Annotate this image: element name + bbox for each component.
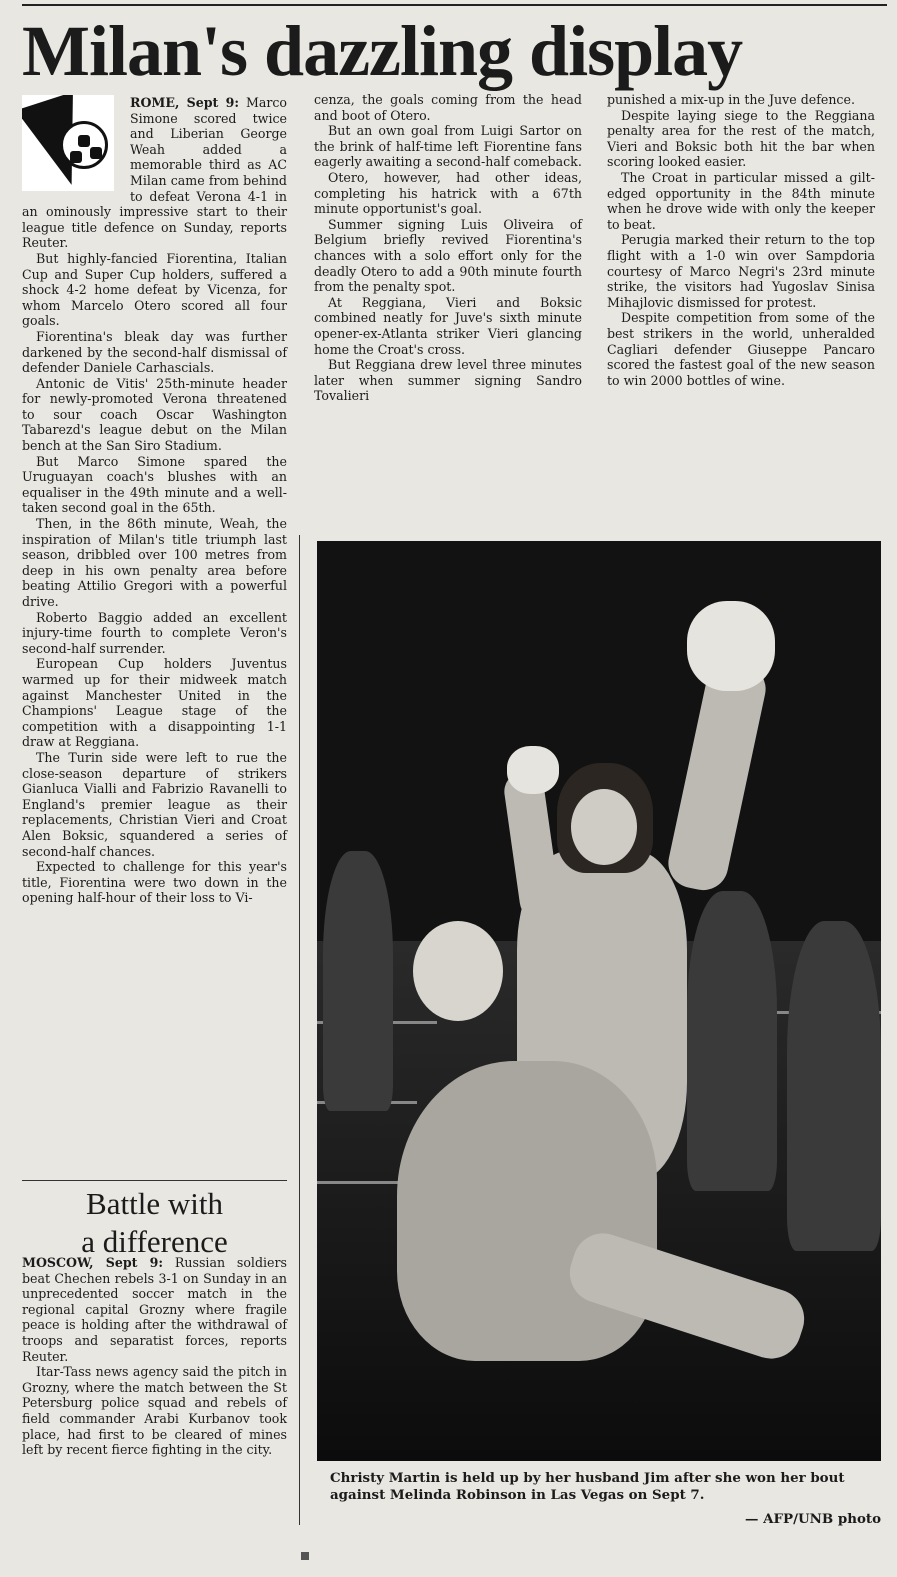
paragraph: MOSCOW, Sept 9: Russian soldiers beat Chechen rebels 3-1 on Sunday in an unprecedented soccer match in the regional capital Grozny where fragile peace is holding after the withdrawal of troops and separatist forces, reports Reuter. bbox=[22, 1255, 287, 1364]
paragraph: But Reggiana drew level three minutes later when summer signing Sandro Tovalieri bbox=[314, 357, 582, 404]
paragraph: Perugia marked their return to the top flight with a 1-0 win over Sampdoria courtesy of Marco Negri's 23rd minute strike, the visitors had Yugoslav Sinisa Mihajlovic dismissed for protest. bbox=[607, 232, 875, 310]
paragraph: The Turin side were left to rue the close-season departure of strikers Gianluca Vialli and Fabrizio Ravanelli to England's premier league as their replacements, Christian Vieri and Croat Alen Boksic, squandered a series of second-half chances. bbox=[22, 749, 287, 859]
paragraph: But an own goal from Luigi Sartor on the brink of half-time left Fiorentine fans eagerly awaiting a second-half comeback. bbox=[314, 123, 582, 170]
dateline: MOSCOW, Sept 9: bbox=[22, 1255, 164, 1270]
paragraph: Then, in the 86th minute, Weah, the inspiration of Milan's title triumph last season, dribbled over 100 metres from deep in his own penalty area before beating Attilio Gregori with a powerful drive. bbox=[22, 516, 287, 609]
side-story-subhead: Battle with a difference bbox=[81, 1186, 228, 1259]
paragraph: The Croat in particular missed a gilt-edged opportunity in the 84th minute when he drove wide with only the keeper to beat. bbox=[607, 169, 875, 232]
article-column-1 bbox=[22, 95, 287, 906]
paragraph: But Marco Simone spared the Uruguayan coach's blushes with an equaliser in the 49th minute and a well-taken second goal in the 65th. bbox=[22, 453, 287, 516]
paragraph: Expected to challenge for this year's title, Fiorentina were two down in the opening half-hour of their loss to Vi- bbox=[22, 859, 287, 906]
paragraph: Despite competition from some of the best strikers in the world, unheralded Cagliari defender Giuseppe Pancaro scored the fastest goal of the new season to win 2000 bottles of wine. bbox=[607, 310, 875, 388]
boxing-photo bbox=[317, 541, 881, 1461]
photo-credit: — AFP/UNB photo bbox=[745, 1511, 881, 1527]
football-logo-icon bbox=[22, 95, 114, 191]
paragraph: Itar-Tass news agency said the pitch in Grozny, where the match between the St Petersburg police squad and rebels of field commander Arabi Kurbanov took place, had first to be cleared of mines left by recent fierce fighting in the city. bbox=[22, 1364, 287, 1458]
photo-caption: Christy Martin is held up by her husband Jim after she won her bout against Melinda Robinson in Las Vegas on Sept 7. bbox=[330, 1470, 845, 1503]
article-column-3 bbox=[607, 92, 875, 388]
paragraph: At Reggiana, Vieri and Boksic combined neatly for Juve's sixth minute opener-ex-Atlanta striker Vieri glancing home the Croat's cross. bbox=[314, 294, 582, 357]
paragraph: Otero, however, had other ideas, completing his hatrick with a 67th minute opportunist's goal. bbox=[314, 169, 582, 217]
paragraph: Roberto Baggio added an excellent injury-time fourth to complete Veron's second-half surrender. bbox=[22, 609, 287, 656]
top-rule bbox=[22, 4, 887, 6]
paragraph: Antonic de Vitis' 25th-minute header for newly-promoted Verona threatened to sour coach Oscar Washington Tabarezd's league debut on the Milan bench at the San Siro Stadium. bbox=[22, 375, 287, 454]
headline: Milan's dazzling display bbox=[22, 11, 743, 91]
paragraph: Despite laying siege to the Reggiana penalty area for the rest of the match, Vieri and Boksic both hit the bar when scoring looked easier. bbox=[607, 107, 875, 170]
paragraph: Summer signing Luis Oliveira of Belgium briefly revived Fiorentina's chances with a solo effort only for the deadly Otero to add a 90th minute fourth from the penalty spot. bbox=[314, 216, 582, 295]
paragraph: Fiorentina's bleak day was further darkened by the second-half dismissal of defender Daniele Carhascials. bbox=[22, 328, 287, 376]
page-mark bbox=[301, 1552, 309, 1560]
side-story-column bbox=[22, 1255, 287, 1458]
column-divider bbox=[299, 535, 300, 1525]
paragraph: punished a mix-up in the Juve defence. bbox=[607, 92, 855, 107]
subhead-rule-top bbox=[22, 1180, 287, 1181]
paragraph: European Cup holders Juventus warmed up for their midweek match against Manchester United in the Champions' League stage of the competition with a disappointing 1-1 draw at Reggiana. bbox=[22, 656, 287, 750]
paragraph: ROME, Sept 9: Marco Simone scored twice and Liberian George Weah added a memorable third as AC Milan came from behind to defeat Verona 4-1 in an ominously impressive start to their league title defence on Sunday, reports Reuter. bbox=[22, 95, 287, 251]
article-column-2 bbox=[314, 92, 582, 404]
paragraph: cenza, the goals coming from the head and boot of Otero. bbox=[314, 92, 582, 123]
paragraph: But highly-fancied Fiorentina, Italian Cup and Super Cup holders, suffered a shock 4-2 home defeat by Vicenza, for whom Marcelo Otero scored all four goals. bbox=[22, 250, 287, 329]
dateline: ROME, Sept 9: bbox=[130, 95, 240, 110]
